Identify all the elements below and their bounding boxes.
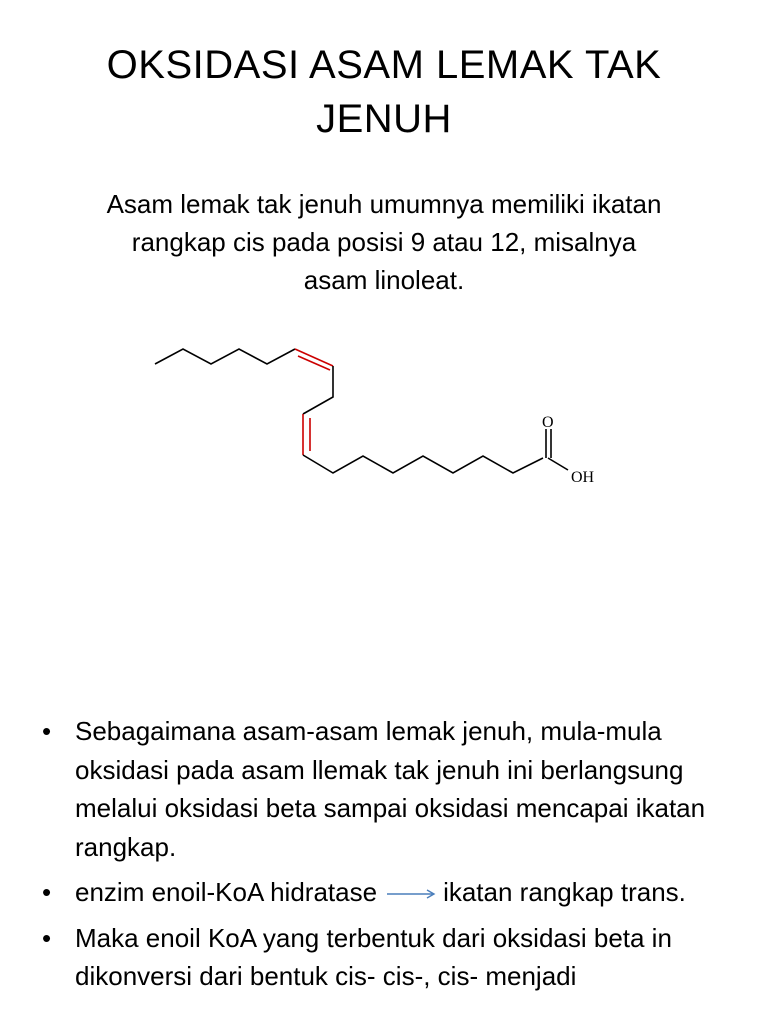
slide-subtitle: Asam lemak tak jenuh umumnya memiliki ikatan rangkap cis pada posisi 9 atau 12, misalnya asam linoleat. bbox=[106, 189, 662, 295]
bullet-dot: • bbox=[42, 877, 52, 907]
bullet-text: Sebagaimana asam-asam lemak jenuh, mula-mula oksidasi pada asam llemak tak jenuh ini berlangsung melalui oksidasi beta sampai oksidasi mencapai ikatan rangkap. bbox=[75, 716, 706, 862]
bullet-dot: • bbox=[42, 922, 52, 953]
bullet-text-before-arrow: enzim enoil-KoA hidratase bbox=[75, 877, 378, 907]
bullet-text: Maka enoil KoA yang terbentuk dari oksidasi beta in dikonversi dari bentuk cis- cis-, cis- menjadi bbox=[75, 922, 672, 991]
bullet-item bbox=[40, 919, 740, 996]
slide-title: OKSIDASI ASAM LEMAK TAK JENUH bbox=[106, 43, 662, 141]
bullet-item bbox=[40, 873, 740, 912]
middle-chain bbox=[303, 366, 333, 414]
carbonyl-oxygen-label: O bbox=[542, 414, 554, 431]
linoleic-acid-structure bbox=[140, 330, 620, 500]
bullet-item bbox=[40, 712, 740, 866]
right-arrow-icon bbox=[385, 887, 437, 901]
hydroxyl-label: OH bbox=[571, 469, 595, 486]
alkyl-tail-chain bbox=[155, 349, 295, 364]
hydroxyl-bond bbox=[548, 458, 568, 470]
bullet-text-after-arrow: ikatan rangkap trans. bbox=[443, 877, 686, 907]
carboxyl-chain bbox=[303, 455, 543, 473]
bullet-list bbox=[40, 712, 740, 1003]
bullet-dot: • bbox=[42, 716, 52, 746]
